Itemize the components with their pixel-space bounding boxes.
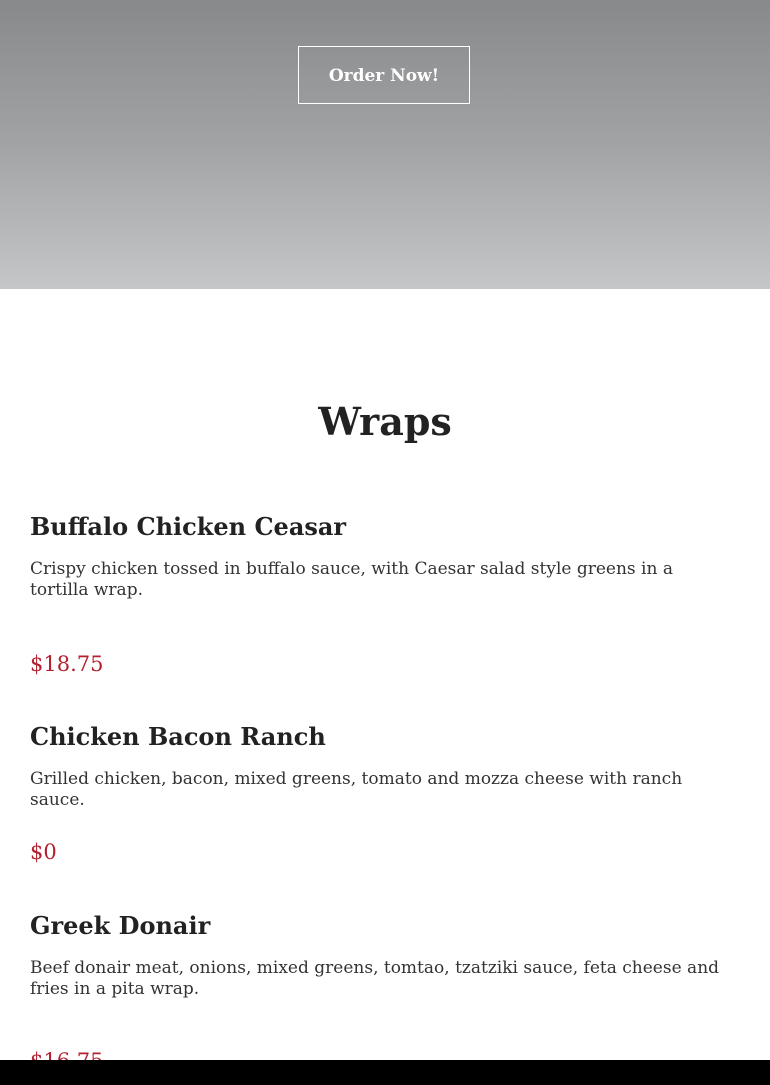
item-description: Grilled chicken, bacon, mixed greens, tomato and mozza cheese with ranch sauce. — [30, 769, 683, 810]
menu-item — [30, 722, 735, 864]
menu-item — [30, 512, 735, 676]
order-now-button[interactable]: Order Now! — [298, 46, 470, 104]
item-name: Chicken Bacon Ranch — [30, 722, 326, 751]
item-name: Greek Donair — [30, 911, 211, 940]
item-name: Buffalo Chicken Ceasar — [30, 512, 347, 541]
item-description: Crispy chicken tossed in buffalo sauce, with Caesar salad style greens in a tortilla wrap. — [30, 559, 673, 600]
item-price: $18.75 — [30, 652, 104, 676]
item-price: $0 — [30, 840, 57, 864]
hero-banner — [0, 0, 770, 289]
bottom-bar — [0, 1060, 770, 1085]
section-title: Wraps — [318, 399, 452, 444]
item-description: Beef donair meat, onions, mixed greens, tomtao, tzatziki sauce, feta cheese and fries in a pita wrap. — [30, 958, 720, 999]
menu-item — [30, 911, 735, 1000]
